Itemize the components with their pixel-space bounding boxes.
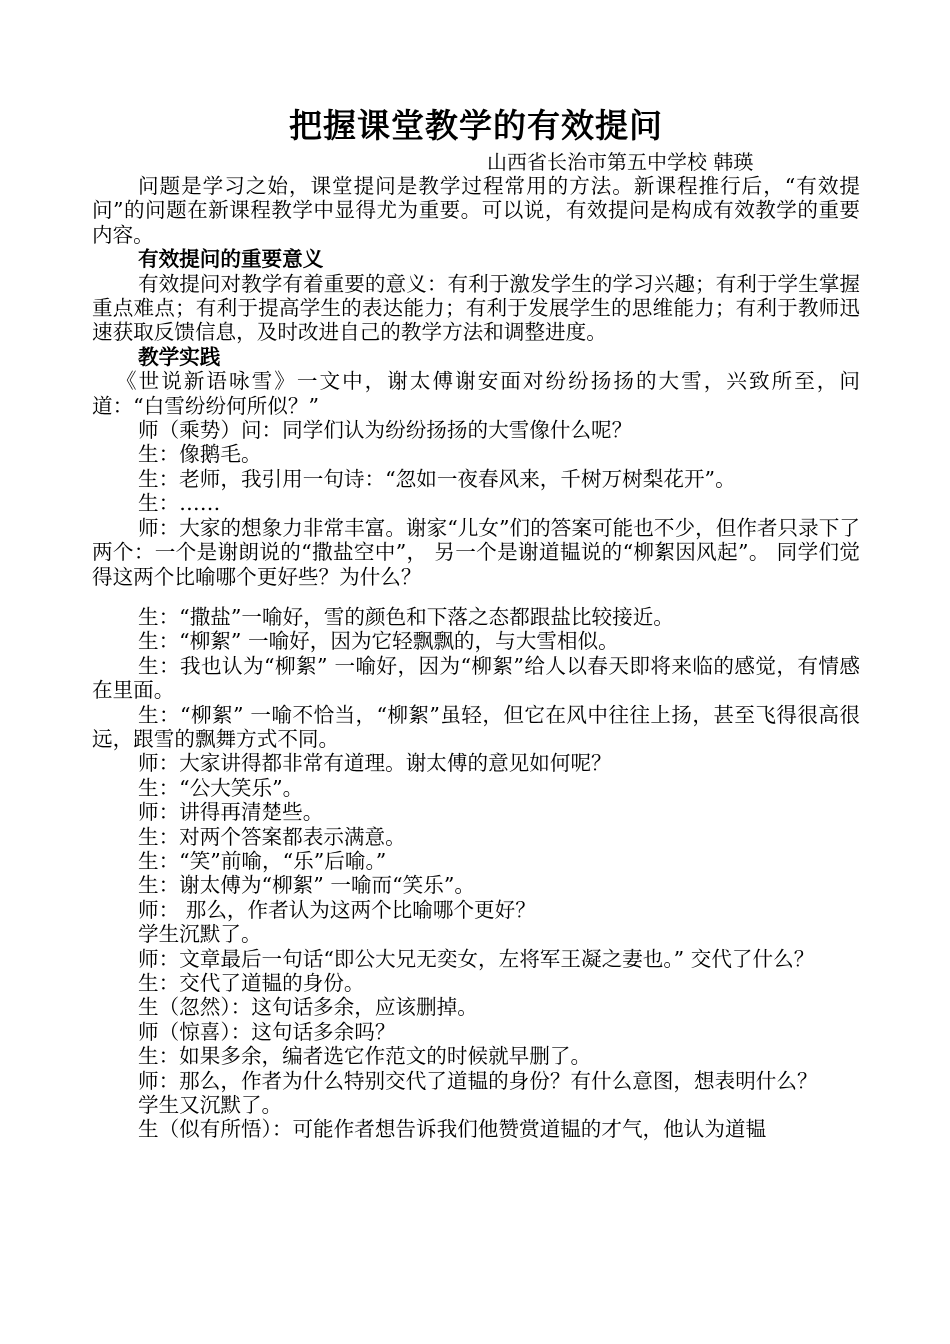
body-paragraph: 生：交代了道韫的身份。 (138, 971, 365, 995)
body-paragraph: 生：谢太傅为“柳絮” 一喻而“笑乐”。 (138, 873, 475, 898)
body-paragraph: 生：…… (138, 491, 221, 516)
body-paragraph: 学生沉默了。 (138, 922, 262, 947)
body-paragraph: 生：对两个答案都表示满意。 (138, 824, 406, 849)
body-paragraph: 师：文章最后一句话“即公大兄无奕女，左将军王凝之妻也。” 交代了什么？ (138, 946, 815, 971)
body-paragraph: 师： 那么，作者认为这两个比喻哪个更好？ (138, 897, 536, 922)
section-heading: 教学实践 (138, 344, 221, 369)
document-title: 把握课堂教学的有效提问 (289, 106, 663, 145)
document-body (92, 174, 860, 1142)
body-paragraph: 师：大家的想象力非常丰富。谢家“儿女”们的答案可能也不少，但作者只录下了两个：一个是谢朗说的“撒盐空中”， 另一个是谢道韫说的“柳絮因风起”。 同学们觉得这两个比喻哪个更好些？为什么？ (92, 515, 860, 589)
body-paragraph: 生：“撒盐”一喻好，雪的颜色和下落之态都跟盐比较接近。 (138, 604, 674, 629)
body-paragraph: 生：如果多余，编者选它作范文的时候就早删了。 (138, 1044, 592, 1069)
body-paragraph: 生：老师，我引用一句诗：“忽如一夜春风来，千树万树梨花开”。 (138, 466, 736, 491)
body-paragraph: 学生又沉默了。 (138, 1093, 283, 1118)
body-paragraph: 生：“公大笑乐”。 (138, 775, 304, 800)
author-line: 山西省长治市第五中学校 韩瑛 (487, 150, 754, 174)
section-heading: 有效提问的重要意义 (138, 247, 324, 272)
body-paragraph: 师（乘势）问：同学们认为纷纷扬扬的大雪像什么呢？ (138, 418, 633, 443)
body-paragraph: 生：像鹅毛。 (138, 442, 262, 467)
body-paragraph: 师（惊喜）：这句话多余吗？ (138, 1019, 396, 1044)
body-paragraph: 生（忽然）：这句话多余，应该删掉。 (138, 995, 478, 1020)
body-paragraph: 生：“笑”前喻，“乐”后喻。” (138, 848, 387, 873)
body-paragraph: 生：我也认为“柳絮” 一喻好，因为“柳絮”给人以春天即将来临的感觉，有情感在里面。 (92, 653, 860, 703)
body-paragraph: 有效提问对教学有着重要的意义：有利于激发学生的学习兴趣；有利于学生掌握重点难点；有利于提高学生的表达能力；有利于发展学生的思维能力；有利于教师迅速获取反馈信息，及时改进自己的教学方法和调整进度。 (92, 271, 860, 345)
body-paragraph: 师：讲得再清楚些。 (138, 800, 324, 825)
body-paragraph: 生：“柳絮” 一喻好，因为它轻飘飘的，与大雪相似。 (138, 629, 619, 654)
body-paragraph: 师：大家讲得都非常有道理。谢太傅的意见如何呢？ (138, 751, 612, 776)
body-paragraph: 《世说新语咏雪》一文中，谢太傅谢安面对纷纷扬扬的大雪，兴致所至，问道：“白雪纷纷何所似？” (92, 369, 860, 418)
body-paragraph: 生（似有所悟）：可能作者想告诉我们他赞赏道韫的才气，他认为道韫 (138, 1117, 767, 1142)
body-paragraph: 问题是学习之始，课堂提问是教学过程常用的方法。新课程推行后，“有效提问”的问题在新课程教学中显得尤为重要。可以说，有效提问是构成有效教学的重要内容。 (92, 174, 860, 247)
body-paragraph: 师：那么，作者为什么特别交代了道韫的身份？有什么意图，想表明什么？ (138, 1068, 818, 1093)
body-paragraph: 生：“柳絮” 一喻不恰当，“柳絮”虽轻，但它在风中往往上扬，甚至飞得很高很远，跟雪的飘舞方式不同。 (92, 702, 860, 751)
